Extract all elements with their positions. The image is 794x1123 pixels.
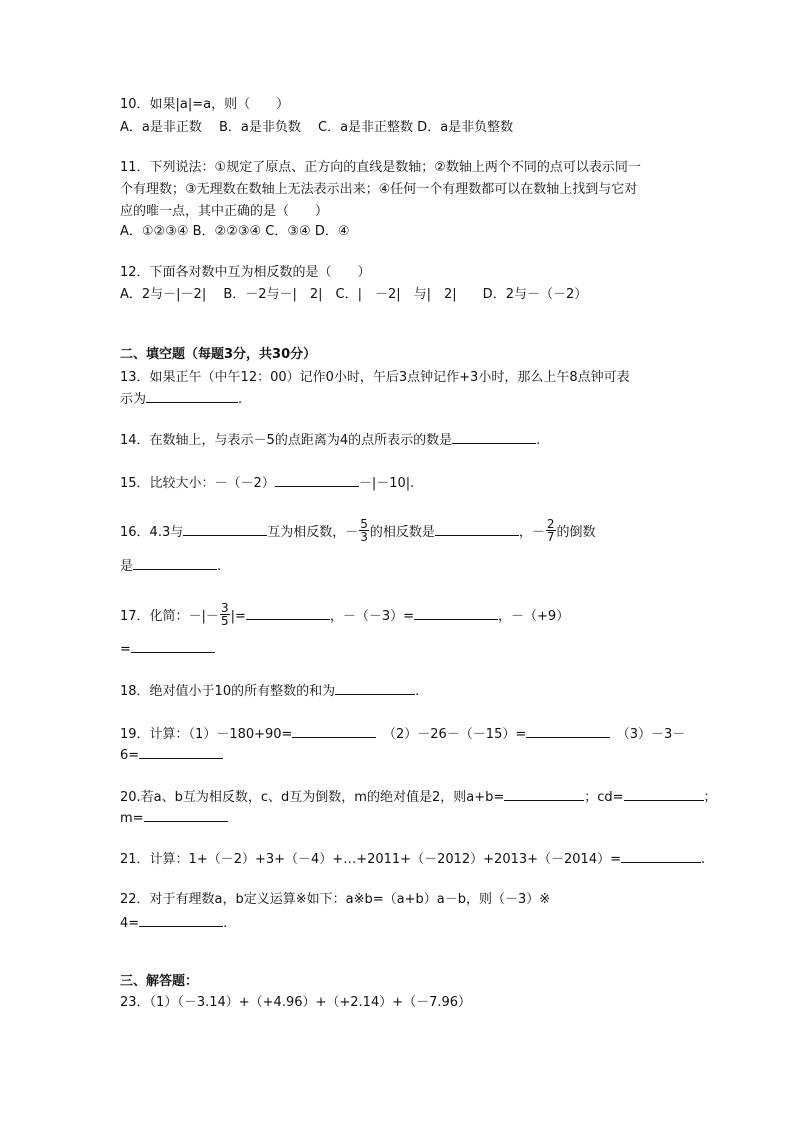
q17-answer-blank-1[interactable] [246, 606, 330, 620]
q16-text-f: 是 [120, 559, 134, 574]
q22-text: 4= [120, 916, 140, 931]
q16-frac1-numerator: 5 [360, 517, 368, 531]
q16-text-a: 16．4.3与 [120, 525, 184, 540]
q11-line3: 应的唯一点，其中正确的是（ ） [120, 204, 329, 219]
q16-answer-blank-2[interactable] [435, 522, 519, 536]
q19-answer-blank-3[interactable] [139, 745, 223, 759]
q10-options: A．a是非正数 B．a是非负数 C．a是非正整数 D．a是非负整数 [120, 120, 514, 135]
section2-title: 二、填空题（每题3分，共30分） [120, 347, 317, 362]
q21-line [120, 849, 705, 869]
q20-text-d: m= [120, 811, 144, 826]
q18-line [120, 681, 419, 701]
q20-line2 [120, 808, 228, 828]
q18-text: 18．绝对值小于10的所有整数的和为 [120, 684, 336, 699]
q10-stem: 10．如果|a|=a，则（ ） [120, 97, 290, 112]
q20-answer-blank-1[interactable] [504, 787, 584, 801]
q12-stem: 12．下面各对数中互为相反数的是（ ） [120, 265, 371, 280]
q13-answer-blank[interactable] [146, 389, 238, 403]
q19-text-b: （2）－26－（－15）= [389, 727, 527, 742]
q21-text: 21．计算：1+（－2）+3+（－4）+…+2011+（－2012）+2013+（－2014）= [120, 852, 621, 867]
q13-line1: 13．如果正午（中午12：00）记作0小时，午后3点钟记作+3小时，那么上午8点钟可表 [120, 370, 630, 385]
q13-period: . [238, 392, 243, 407]
q22-period: . [223, 916, 228, 931]
q15-text-a: 15．比较大小：－（－2） [120, 476, 275, 491]
q20-text-c: ； [703, 790, 717, 805]
q15-line [120, 473, 414, 493]
q16-line1 [120, 517, 596, 545]
q17-text-b: |= [230, 609, 246, 624]
q19-text-c: （3）－3－ [623, 727, 686, 742]
q23-line1: 23．（1）（－3.14）+（+4.96）+（+2.14）+（－7.96） [120, 995, 472, 1010]
q17-text-d: ，－（+9） [498, 609, 570, 624]
q16-frac1-denominator: 3 [360, 530, 368, 544]
q22-answer-blank[interactable] [139, 913, 223, 927]
q18-answer-blank[interactable] [335, 681, 415, 695]
q17-line2 [120, 639, 215, 659]
q11-options: A．①②③④ B．②②③④ C．③④ D．④ [120, 224, 350, 239]
q15-answer-blank[interactable] [275, 473, 359, 487]
q21-answer-blank[interactable] [621, 849, 701, 863]
q19-answer-blank-1[interactable] [292, 724, 376, 738]
q14-period: . [536, 433, 541, 448]
q15-text-b: －|－10|. [358, 476, 415, 491]
q16-line2 [120, 556, 221, 576]
q20-answer-blank-3[interactable] [144, 808, 228, 822]
q17-frac-denominator: 5 [220, 614, 229, 628]
q16-frac2-denominator: 7 [546, 530, 555, 544]
q20-answer-blank-2[interactable] [624, 787, 704, 801]
q19-line1 [120, 724, 685, 744]
q22-line1: 22．对于有理数a，b定义运算※如下：a※b=（a+b）a－b，则（－3）※ [120, 892, 551, 907]
q16-text-b: 互为相反数，－ [267, 525, 359, 540]
q20-text-a: 20.若a、b互为相反数，c、d互为倒数，m的绝对值是2，则a+b= [120, 790, 505, 805]
q17-fraction [220, 602, 230, 627]
q11-line1: 11．下列说法：①规定了原点、正方向的直线是数轴；②数轴上两个不同的点可以表示同一 [120, 160, 641, 175]
q12-options: A．2与－|－2| B．－2与－| 2| C．| －2| 与| 2| D．2与－（－2） [120, 287, 588, 302]
q17-text-a: 17．化简：－|－ [120, 609, 219, 624]
q17-frac-numerator: 3 [220, 601, 229, 615]
q17-text-e: = [120, 642, 131, 657]
q19-text-d: 6= [120, 748, 140, 763]
q21-period: . [701, 852, 706, 867]
q20-line1 [120, 787, 717, 807]
section3-title: 三、解答题： [120, 974, 199, 989]
q17-answer-blank-3[interactable] [131, 639, 215, 653]
q16-period: . [217, 559, 222, 574]
q17-line1 [120, 601, 570, 629]
q17-answer-blank-2[interactable] [414, 606, 498, 620]
q13-line2 [120, 389, 242, 409]
q18-period: . [415, 684, 420, 699]
q20-text-b: ；cd= [584, 790, 624, 805]
q17-text-c: ，－（－3）= [329, 609, 415, 624]
q14-text: 14．在数轴上，与表示－5的点距离为4的点所表示的数是 [120, 433, 453, 448]
q16-answer-blank-3[interactable] [133, 556, 217, 570]
q16-text-e: 的倒数 [556, 525, 596, 540]
q16-frac2-numerator: 2 [546, 517, 555, 531]
q19-text-a: 19．计算：（1）－180+90= [120, 727, 293, 742]
q13-text: 示为 [120, 392, 147, 407]
q11-line2: 个有理数；③无理数在数轴上无法表示出来；④任何一个有理数都可以在数轴上找到与它对 [120, 182, 638, 197]
q19-line2 [120, 745, 223, 765]
q22-line2 [120, 913, 227, 933]
q14-line [120, 430, 540, 450]
q16-fraction-1 [359, 518, 369, 543]
q16-text-c: 的相反数是 [369, 525, 435, 540]
q19-answer-blank-2[interactable] [526, 724, 610, 738]
q16-text-d: ，－ [518, 525, 545, 540]
q16-answer-blank-1[interactable] [183, 522, 267, 536]
q16-fraction-2 [546, 518, 556, 543]
q14-answer-blank[interactable] [452, 430, 536, 444]
